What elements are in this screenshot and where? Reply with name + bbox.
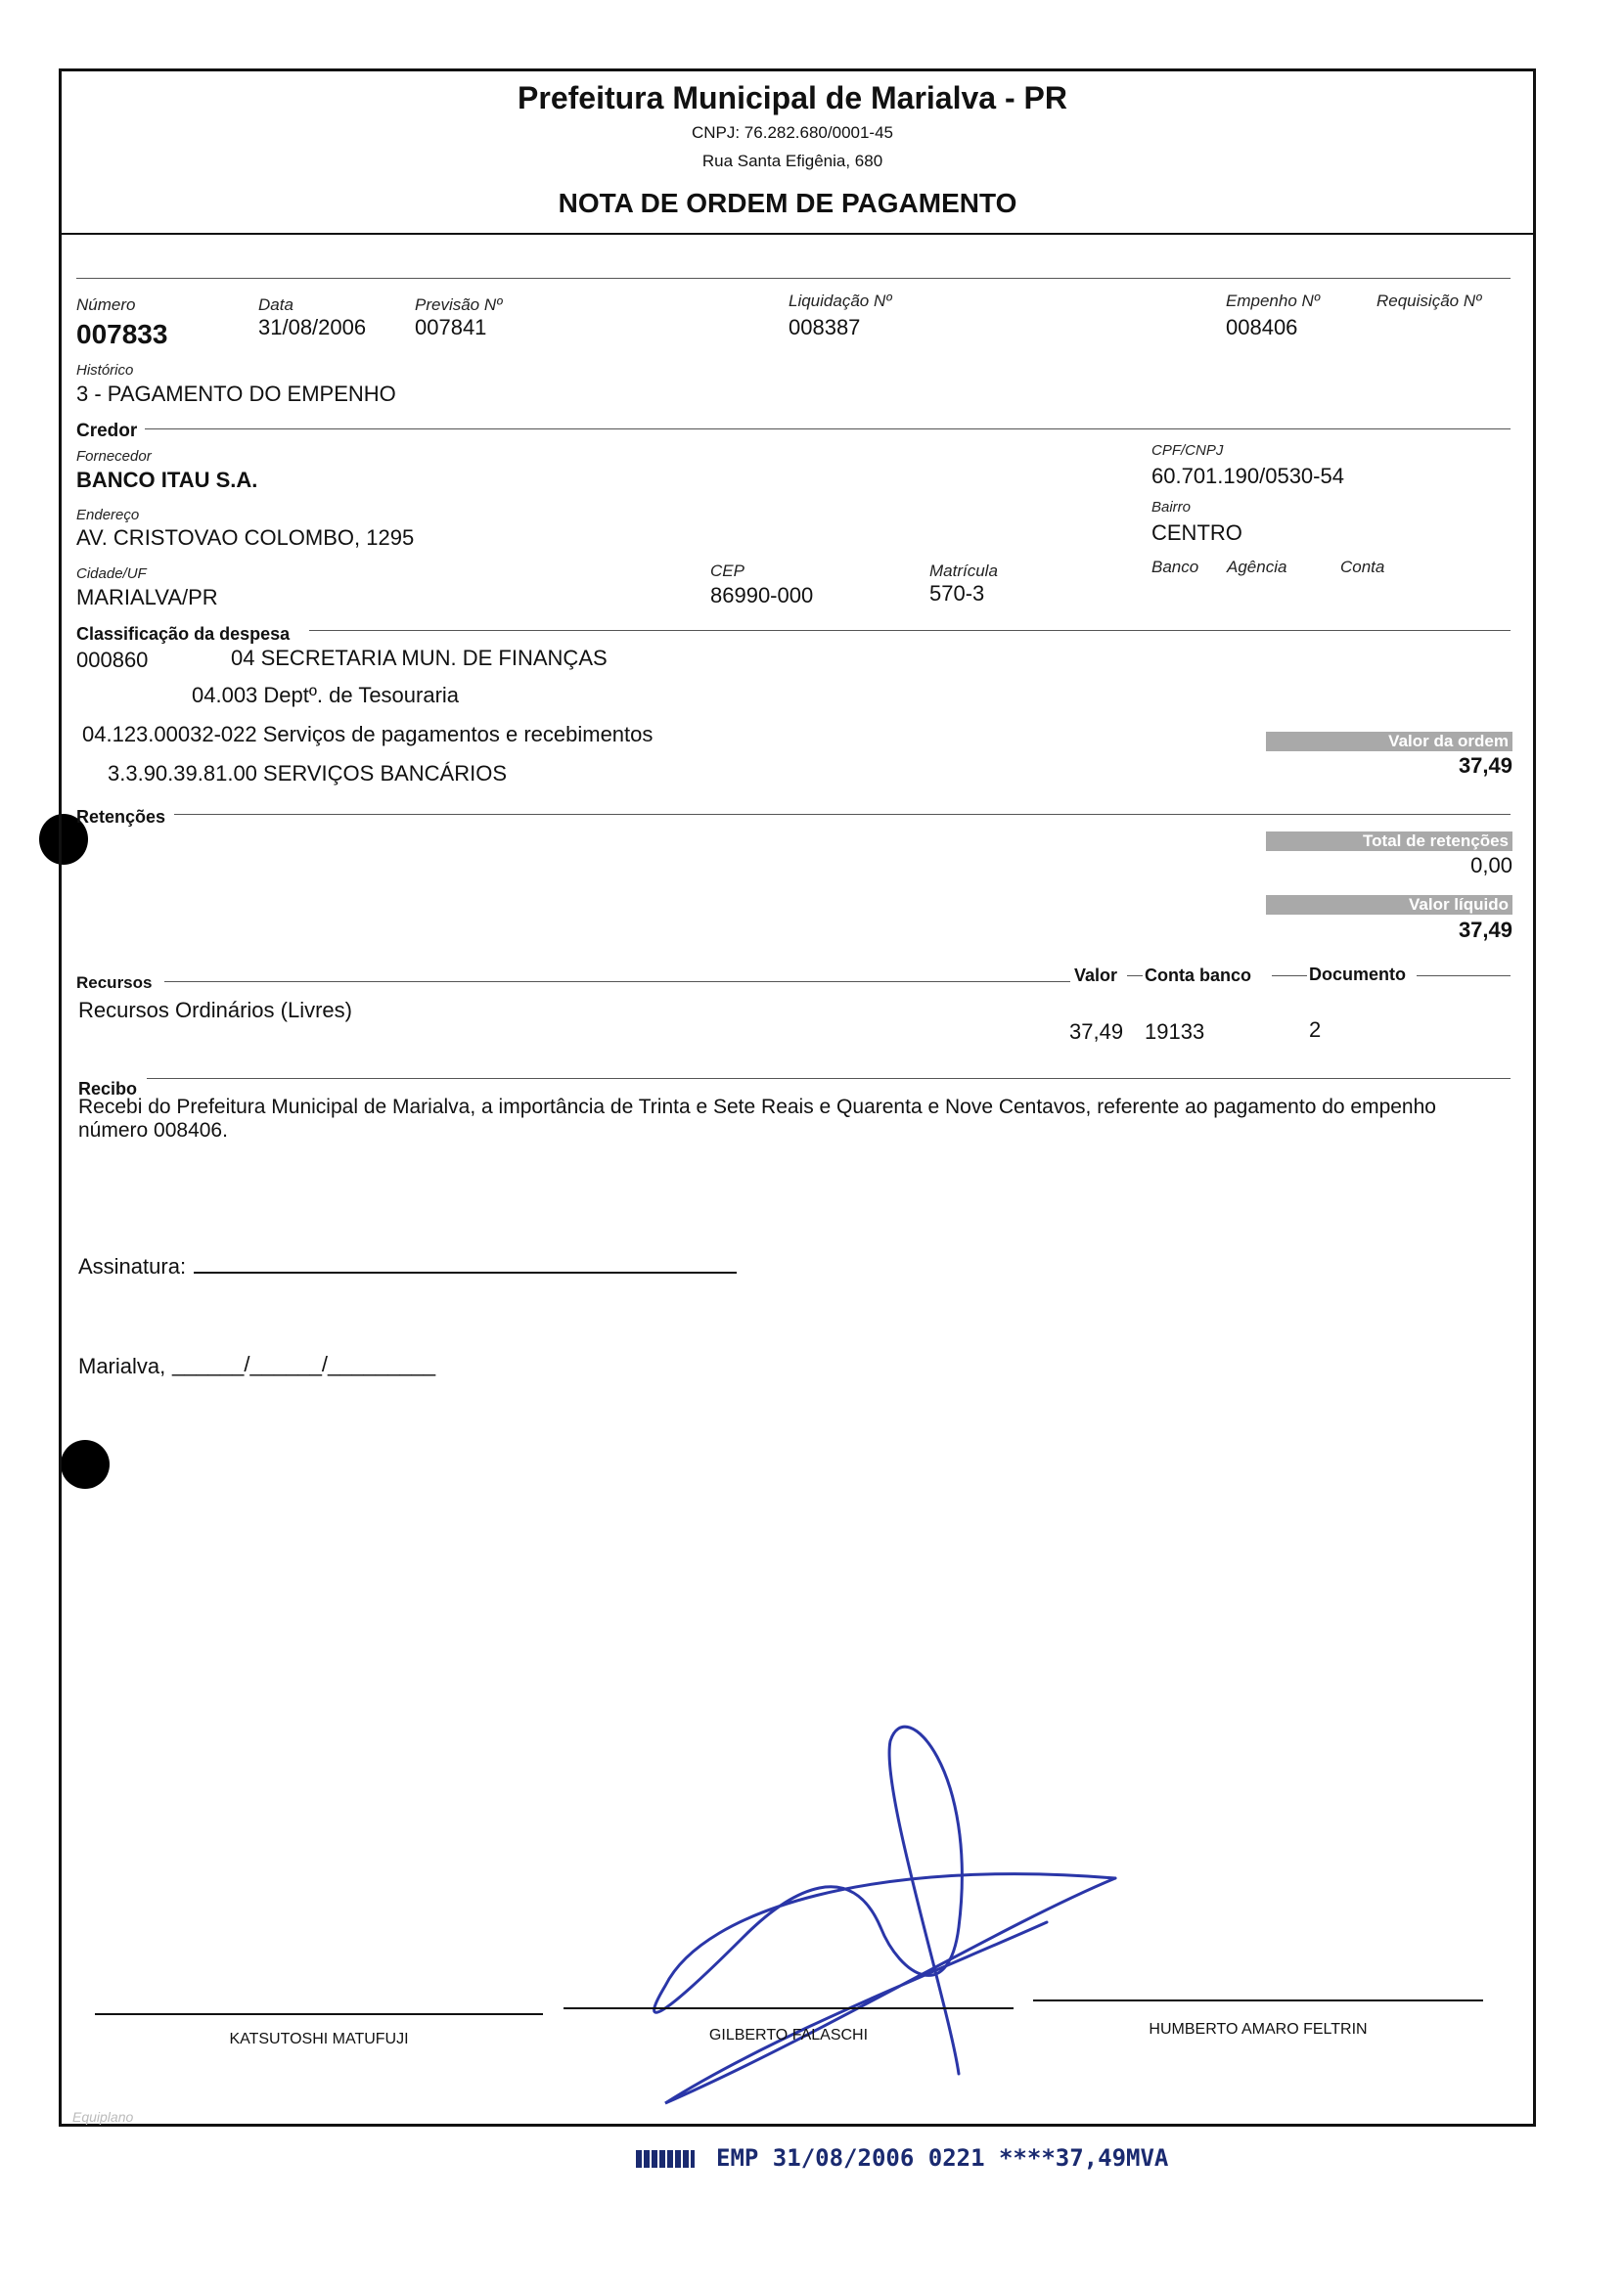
- conta-label: Conta: [1340, 558, 1385, 576]
- endereco-value: AV. CRISTOVAO COLOMBO, 1295: [76, 525, 415, 550]
- previsao-value: 007841: [415, 315, 487, 339]
- classificacao-code: 000860: [76, 648, 149, 672]
- recursos-conta: 19133: [1145, 1019, 1205, 1044]
- credor-line: [145, 428, 1511, 429]
- recursos-conta-label: Conta banco: [1145, 966, 1252, 985]
- previsao-label: Previsão Nº: [415, 295, 503, 314]
- total-retencoes-label: Total de retenções: [1266, 831, 1512, 851]
- document-title: NOTA DE ORDEM DE PAGAMENTO: [558, 188, 1017, 218]
- valor-liquido-label: Valor líquido: [1266, 895, 1512, 915]
- header-divider: [59, 233, 1533, 235]
- bairro-label: Bairro: [1151, 499, 1192, 516]
- valor-ordem-label: Valor da ordem: [1266, 732, 1512, 751]
- recursos-line: [164, 981, 1070, 982]
- classificacao-funcional: 04.123.00032-022 Serviços de pagamentos e recebimentos: [82, 722, 654, 746]
- recursos-section: Recursos: [76, 973, 153, 992]
- classificacao-section: Classificação da despesa: [76, 624, 291, 644]
- signature-line-3: [1033, 1999, 1483, 2001]
- recursos-valor-label: Valor: [1074, 966, 1118, 985]
- cidade-value: MARIALVA/PR: [76, 585, 218, 609]
- data-label: Data: [258, 295, 293, 314]
- fornecedor-label: Fornecedor: [76, 448, 152, 465]
- assinatura-line: [194, 1272, 737, 1274]
- agencia-label: Agência: [1227, 558, 1287, 576]
- matricula-label: Matrícula: [929, 562, 998, 580]
- software-watermark: Equiplano: [72, 2109, 134, 2125]
- liquidacao-label: Liquidação Nº: [789, 292, 892, 310]
- recursos-line-2: [1127, 975, 1143, 976]
- total-retencoes-value: 0,00: [1470, 853, 1512, 877]
- recursos-documento: 2: [1309, 1017, 1322, 1042]
- matricula-value: 570-3: [929, 581, 985, 606]
- cep-label: CEP: [710, 562, 744, 580]
- bairro-value: CENTRO: [1151, 520, 1242, 545]
- cidade-label: Cidade/UF: [76, 565, 147, 582]
- ids-top-line: [76, 278, 1511, 279]
- recursos-valor: 37,49: [1069, 1019, 1124, 1044]
- cpf-value: 60.701.190/0530-54: [1151, 464, 1344, 488]
- historico-label: Histórico: [76, 362, 134, 379]
- date-blank: ______/______/_________: [172, 1352, 436, 1376]
- signature-line-2: [564, 2007, 1014, 2009]
- credor-section: Credor: [76, 421, 138, 441]
- stamp-mark: [636, 2150, 695, 2168]
- cnpj-text: CNPJ: 76.282.680/0001-45: [691, 123, 894, 142]
- recursos-documento-label: Documento: [1309, 965, 1406, 984]
- recibo-section: Recibo: [78, 1079, 138, 1099]
- classificacao-elemento: 3.3.90.39.81.00 SERVIÇOS BANCÁRIOS: [108, 761, 508, 786]
- recibo-line: [147, 1078, 1511, 1079]
- liquidacao-value: 008387: [789, 315, 861, 339]
- signatory-3: HUMBERTO AMARO FELTRIN: [1149, 2021, 1368, 2038]
- banco-label: Banco: [1151, 558, 1199, 576]
- handwritten-signature: [626, 1712, 1174, 2123]
- recursos-line-3: [1272, 975, 1307, 976]
- payment-stamp: EMP 31/08/2006 0221 ****37,49MVA: [716, 2144, 1169, 2172]
- classificacao-unidade: 04.003 Deptº. de Tesouraria: [192, 683, 460, 707]
- address-text: Rua Santa Efigênia, 680: [701, 152, 883, 170]
- retencoes-section: Retenções: [76, 807, 166, 827]
- signatory-2: GILBERTO FALASCHI: [708, 2027, 869, 2044]
- local-label: Marialva,: [78, 1354, 166, 1378]
- empenho-label: Empenho Nº: [1226, 292, 1320, 310]
- endereco-label: Endereço: [76, 507, 140, 523]
- retencoes-line: [174, 814, 1511, 815]
- recursos-fonte: Recursos Ordinários (Livres): [78, 998, 352, 1022]
- page-title: Prefeitura Municipal de Marialva - PR: [518, 80, 1067, 115]
- empenho-value: 008406: [1226, 315, 1298, 339]
- recibo-text: Recebi do Prefeitura Municipal de Marialva, a importância de Trinta e Sete Reais e Quarenta e Nove Centavos, referente ao pagamento do empenho número 008406.: [78, 1096, 1436, 1142]
- historico-value: 3 - PAGAMENTO DO EMPENHO: [76, 382, 396, 406]
- classificacao-orgao: 04 SECRETARIA MUN. DE FINANÇAS: [231, 646, 608, 670]
- signatory-1: KATSUTOSHI MATUFUJI: [229, 2031, 409, 2047]
- assinatura-label: Assinatura:: [78, 1254, 187, 1279]
- data-value: 31/08/2006: [258, 315, 367, 339]
- valor-ordem-value: 37,49: [1458, 753, 1512, 778]
- requisicao-label: Requisição Nº: [1376, 292, 1482, 310]
- cpf-label: CPF/CNPJ: [1151, 442, 1224, 459]
- signature-line-1: [95, 2013, 543, 2015]
- classificacao-line: [309, 630, 1511, 631]
- fornecedor-value: BANCO ITAU S.A.: [76, 468, 258, 492]
- recursos-line-4: [1417, 975, 1511, 976]
- valor-liquido-value: 37,49: [1458, 918, 1512, 942]
- cep-value: 86990-000: [710, 583, 814, 607]
- numero-label: Número: [76, 295, 136, 314]
- numero-value: 007833: [76, 319, 168, 349]
